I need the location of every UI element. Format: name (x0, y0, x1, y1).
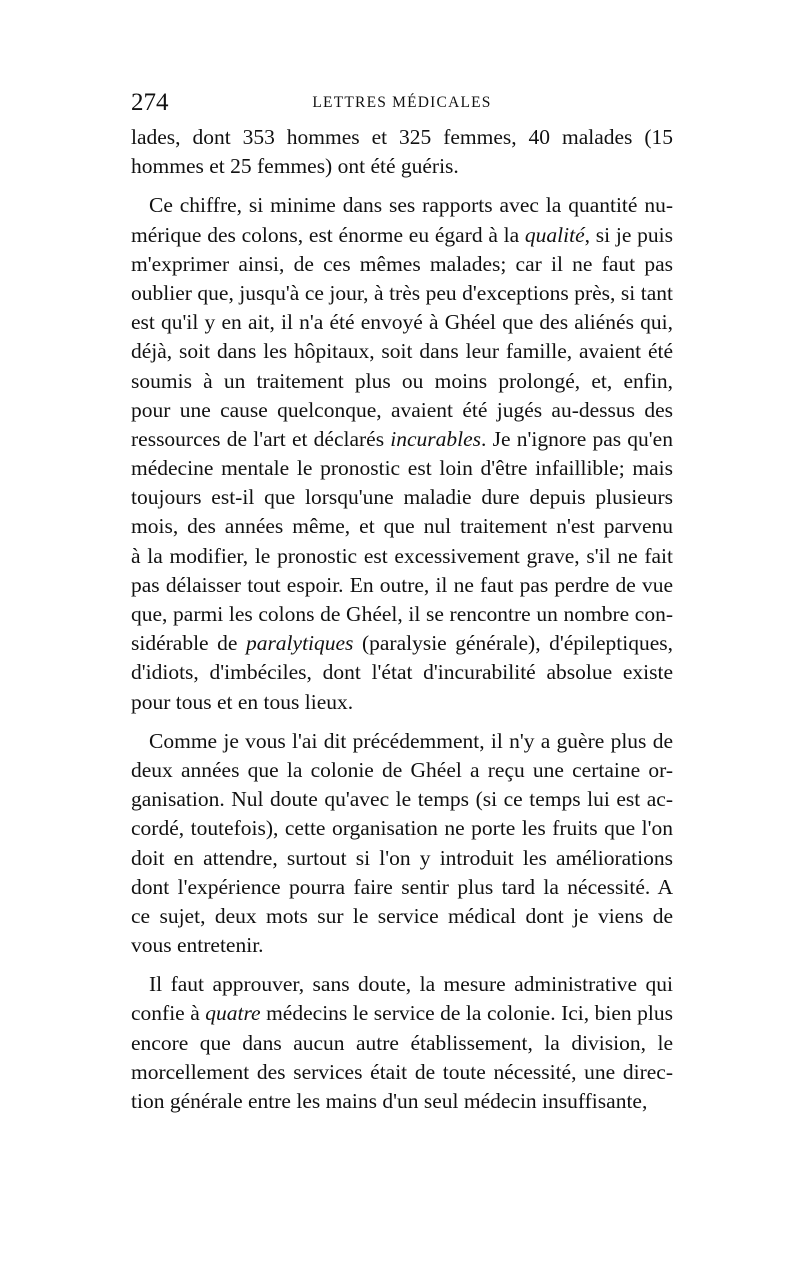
text-line: Comme je vous l'ai dit précédemment, il n'y a guère plus de (149, 728, 673, 753)
text-line: déjà, soit dans les hôpitaux, soit dans leur famille, avaient été (131, 339, 673, 364)
text-line: est qu'il y en ait, il n'a été envoyé à Ghéel que des aliénés qui, (131, 310, 673, 335)
text-line: pas délaisser tout espoir. En outre, il ne faut pas perdre de vue (131, 572, 673, 597)
text-line: deux années que la colonie de Ghéel a reçu une certaine or- (131, 757, 673, 782)
paragraph (131, 123, 673, 181)
line-text-segment: . Je n'ignore pas qu'en (481, 426, 673, 451)
paragraph (131, 727, 673, 961)
text-line: mois, des années même, et que nul traitement n'est parvenu (131, 514, 673, 539)
italic-term: paralytiques (245, 631, 354, 656)
paragraph (131, 191, 673, 716)
line-text-segment: (paralysie générale), d'épileptiques, (353, 631, 673, 656)
italic-term: incurables (390, 426, 482, 451)
line-text-segment: mérique des colons, est énorme eu égard à la (131, 222, 525, 247)
paragraph-gap (131, 181, 673, 191)
line-text-segment: ressources de l'art et déclarés (131, 426, 391, 451)
text-line: morcellement des services était de toute nécessité, une direc- (131, 1059, 673, 1084)
text-line: doit en attendre, surtout si l'on y introduit les améliorations (131, 845, 673, 870)
text-line: Ce chiffre, si minime dans ses rapports avec la quantité nu- (149, 193, 673, 218)
body-text (131, 123, 673, 1116)
italic-term: quatre (205, 1001, 261, 1026)
text-line: pour tous et en tous lieux. (131, 689, 354, 714)
text-line (131, 999, 673, 1028)
text-line: ce sujet, deux mots sur le service médical dont je viens de (131, 903, 673, 928)
line-text-segment: sidérable de (131, 631, 246, 656)
running-head (131, 88, 673, 118)
text-line: soumis à un traitement plus ou moins prolongé, et, enfin, (131, 368, 673, 393)
paragraph (131, 970, 673, 1116)
text-line: d'idiots, d'imbéciles, dont l'état d'incurabilité absolue existe (131, 660, 673, 685)
text-line: pour une cause quelconque, avaient été jugés au-dessus des (131, 397, 673, 422)
text-line: tion générale entre les mains d'un seul médecin insuffisante, (131, 1089, 648, 1113)
text-line: encore que dans aucun autre établissement, la division, le (131, 1030, 673, 1055)
line-text-segment: médecins le service de la colonie. Ici, bien plus (260, 1001, 673, 1026)
page-number: 274 (131, 89, 169, 116)
text-line: Il faut approuver, sans doute, la mesure administrative qui (149, 972, 673, 997)
text-line: vous entretenir. (131, 933, 264, 958)
italic-term: qualité (524, 222, 585, 247)
text-line: hommes et 25 femmes) ont été guéris. (131, 154, 459, 179)
text-line: à la modifier, le pronostic est excessivement grave, s'il ne fait (131, 543, 673, 568)
text-line (131, 221, 673, 250)
text-line (131, 425, 673, 454)
text-line (131, 629, 673, 658)
text-line: cordé, toutefois), cette organisation ne porte les fruits que l'on (131, 816, 673, 841)
paragraph-gap (131, 960, 673, 970)
text-line: lades, dont 353 hommes et 325 femmes, 40 malades (15 (131, 125, 673, 149)
line-text-segment: , si je puis (584, 222, 673, 247)
text-line: médecine mentale le pronostic est loin d'être infaillible; mais (131, 456, 673, 481)
text-line: oublier que, jusqu'à ce jour, à très peu d'exceptions près, si tant (131, 280, 673, 305)
text-line: dont l'expérience pourra faire sentir plus tard la nécessité. A (131, 874, 673, 899)
paragraph-gap (131, 717, 673, 727)
text-line: toujours est-il que lorsqu'une maladie dure depuis plusieurs (131, 485, 673, 510)
text-line: ganisation. Nul doute qu'avec le temps (si ce temps lui est ac- (131, 787, 673, 812)
running-title: LETTRES MÉDICALES (312, 94, 492, 111)
line-text-segment: confie à (131, 1001, 206, 1026)
text-line: m'exprimer ainsi, de ces mêmes malades; car il ne faut pas (131, 251, 673, 276)
text-line: que, parmi les colons de Ghéel, il se rencontre un nombre con- (131, 602, 673, 626)
